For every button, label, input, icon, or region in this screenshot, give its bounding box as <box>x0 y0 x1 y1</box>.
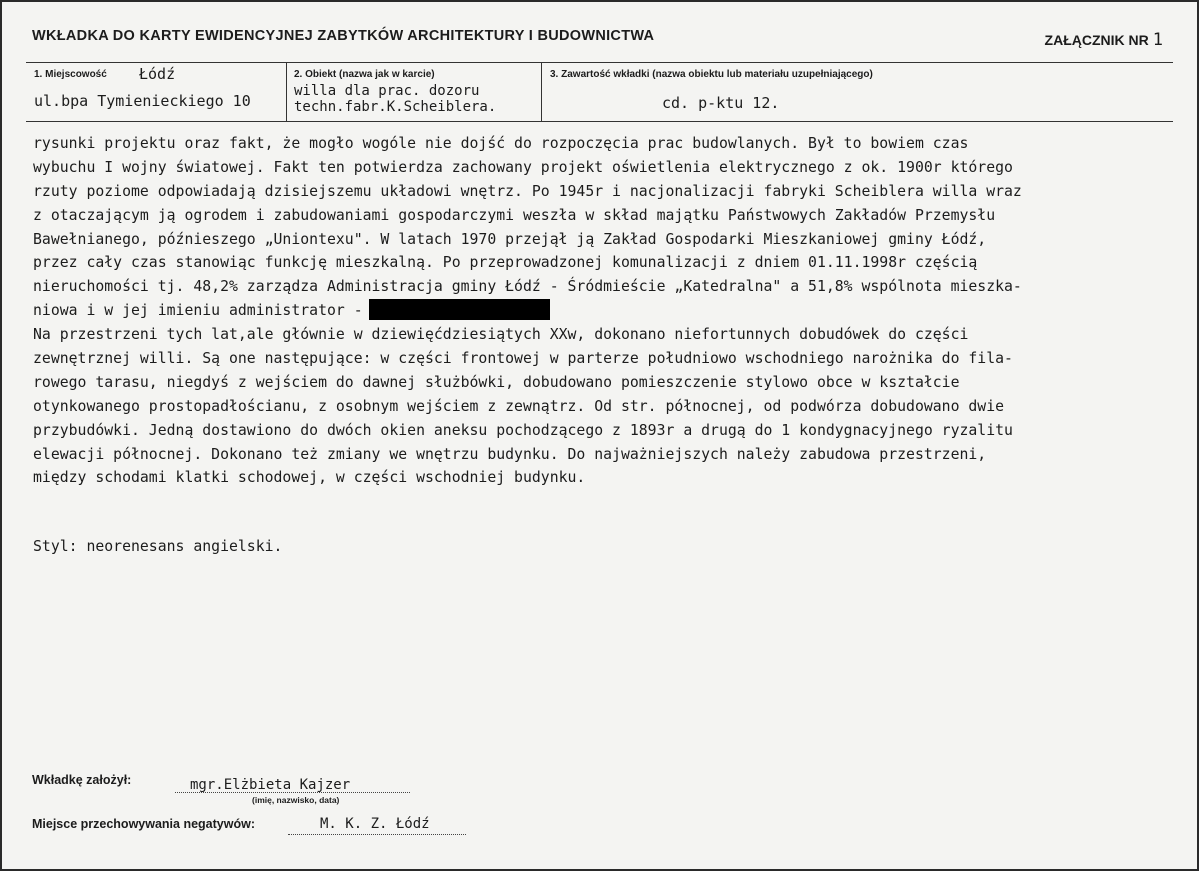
body-line: Bawełnianego, późnieszego „Uniontexu". W latach 1970 przejął ją Zakład Gospodarki Mieszkaniowej gminy Łódź, <box>33 230 987 248</box>
body-line: rowego tarasu, niegdyś z wejściem do dawnej służbówki, dobudowano pomieszczenie stylowo obce w kształcie <box>33 373 960 391</box>
body-line: z otaczającym ją ogrodem i zabudowaniami gospodarczymi weszła w skład majątku Państwowych Zakładów Przemysłu <box>33 206 996 224</box>
object-value-line2: techn.fabr.K.Scheiblera. <box>294 99 497 115</box>
storage-label: Miejsce przechowywania negatywów: <box>32 817 255 831</box>
locality-label: 1. Miejscowość <box>34 69 107 80</box>
author-label: Wkładkę założył: <box>32 773 132 787</box>
body-line: między schodami klatki schodowej, w części wschodniej budynku. <box>33 469 586 487</box>
body-line: przez cały czas stanowiąc funkcję mieszkalną. Po przeprowadzonej komunalizacji z dniem 01.11.1998r częścią <box>33 254 978 272</box>
address-value: ul.bpa Tymienieckiego 10 <box>34 92 251 110</box>
document-title: WKŁADKA DO KARTY EWIDENCYJNEJ ZABYTKÓW ARCHITEKTURY I BUDOWNICTWA <box>32 28 655 44</box>
author-caption: (imię, nazwisko, data) <box>252 795 340 805</box>
field-divider-2 <box>541 62 542 121</box>
object-label: 2. Obiekt (nazwa jak w karcie) <box>294 69 435 80</box>
locality-value: Łódź <box>139 65 176 83</box>
object-value-line1: willa dla prac. dozoru <box>294 83 480 99</box>
body-line-with-redaction <box>33 299 1183 323</box>
body-text <box>33 132 1183 490</box>
header-rule-top <box>26 62 1173 63</box>
content-value: cd. p-ktu 12. <box>662 94 780 112</box>
content-label: 3. Zawartość wkładki (nazwa obiektu lub materiału uzupełniającego) <box>550 69 873 80</box>
body-line: niowa i w jej imieniu administrator - <box>33 302 363 320</box>
storage-line <box>288 834 466 835</box>
body-line: przybudówki. Jedną dostawiono do dwóch okien aneksu pochodzącego z 1893r a drugą do 1 kondygnacyjnego ryzalitu <box>33 421 1013 439</box>
body-line: zewnętrznej willi. Są one następujące: w części frontowej w parterze południowo wschodniego narożnika do fila- <box>33 350 1013 368</box>
body-line: Na przestrzeni tych lat,ale głównie w dziewięćdziesiątych XXw, dokonano niefortunnych dobudówek do części <box>33 326 969 344</box>
attachment-label: ZAŁĄCZNIK NR <box>1044 32 1149 48</box>
body-line: otynkowanego prostopadłościanu, z osobnym wejściem z zewnątrz. Od str. północnej, od podwórza dobudowano dwie <box>33 397 1005 415</box>
body-line: elewacji północnej. Dokonano też zmiany we wnętrzu budynku. Do najważniejszych należy zabudowa przestrzeni, <box>33 445 987 463</box>
header-rule-bottom <box>26 121 1173 122</box>
author-value: mgr.Elżbieta Kajzer <box>190 777 351 793</box>
storage-value: M. K. Z. Łódź <box>320 816 430 832</box>
body-line: rysunki projektu oraz fakt, że mogło wogóle nie dojść do rozpoczęcia prac budowlanych. Był to bowiem czas <box>33 135 969 152</box>
attachment-number-value: 1 <box>1152 30 1163 50</box>
body-line: nieruchomości tj. 48,2% zarządza Administracja gminy Łódź - Śródmieście „Katedralna" a 51,8% wspólnota mieszka- <box>33 278 1022 296</box>
body-line: rzuty poziome odpowiadają dzisiejszemu układowi wnętrz. Po 1945r i nacjonalizacji fabryki Scheiblera willa wraz <box>33 182 1022 200</box>
attachment-number <box>1045 30 1163 50</box>
redaction-bar <box>369 299 550 320</box>
field-divider-1 <box>286 62 287 121</box>
style-line: Styl: neorenesans angielski. <box>33 538 283 555</box>
body-line: wybuchu I wojny światowej. Fakt ten potwierdza zachowany projekt oświetlenia elektrycznego z ok. 1900r którego <box>33 158 1013 176</box>
